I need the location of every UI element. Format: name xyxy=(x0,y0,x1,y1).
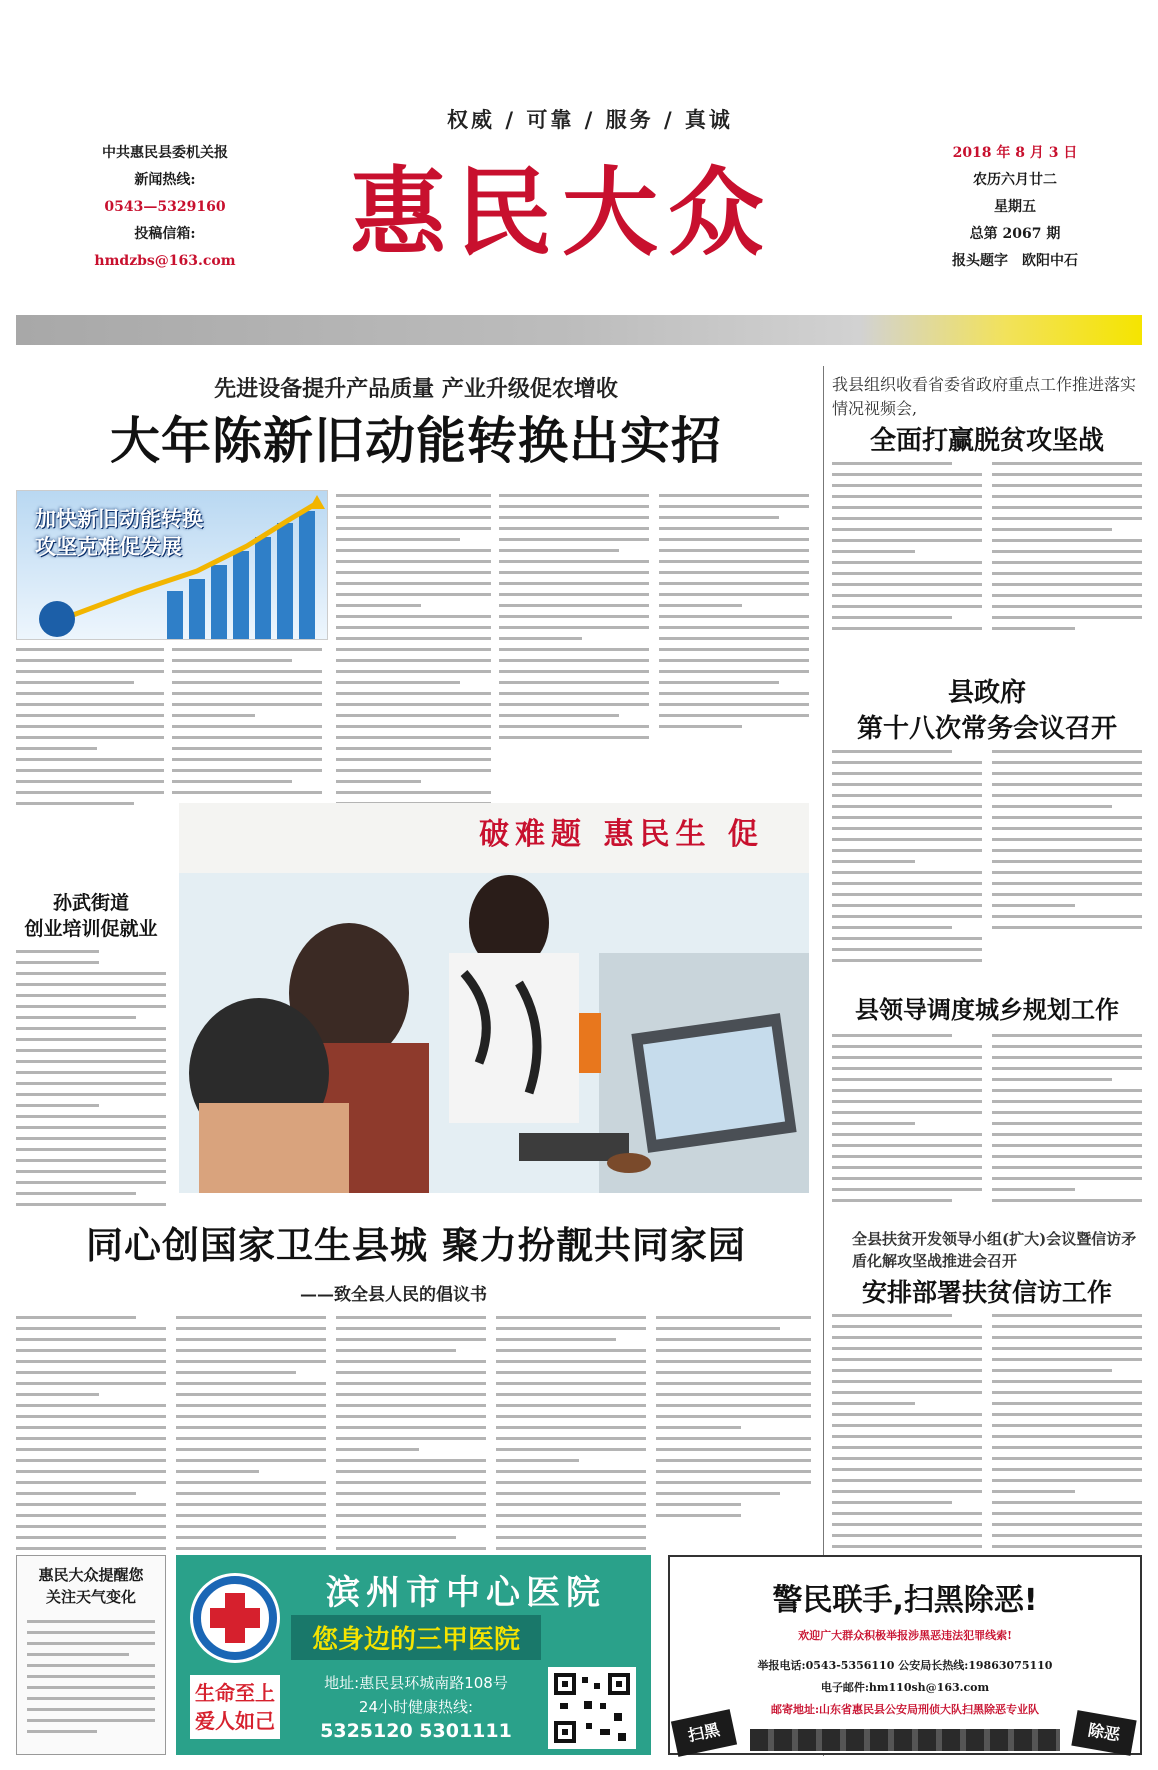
masthead-color-band xyxy=(16,315,1142,345)
hospital-address: 地址:惠民县环城南路108号 xyxy=(324,1674,508,1692)
hero-caption-line-1: 加快新旧动能转换 xyxy=(35,507,203,531)
lead-body-col-4 xyxy=(499,494,649,747)
right3-body-col-2 xyxy=(992,1034,1142,1210)
right1-headline[interactable]: 全面打赢脱贫攻坚战 xyxy=(869,426,1104,456)
badge-right: 除恶 xyxy=(1071,1710,1136,1756)
hotline-label: 新闻热线: xyxy=(134,172,196,188)
anti-crime-contacts xyxy=(680,1655,1130,1721)
masthead-slogan: 权威 / 可靠 / 服务 / 真诚 xyxy=(447,107,733,132)
hospital-contact xyxy=(291,1671,541,1743)
logo-text: 惠民大众 xyxy=(350,156,774,269)
lead-body-col-1 xyxy=(16,648,164,813)
hospital-hotline-label: 24小时健康热线: xyxy=(358,1698,474,1716)
hospital-slogan xyxy=(190,1675,280,1739)
hotline-number: 0543—5329160 xyxy=(104,199,226,215)
anti-crime-email[interactable]: 电子邮件:hm110sh@163.com xyxy=(820,1681,990,1694)
right2-headline-line-1: 县政府 xyxy=(947,678,1026,708)
proposal-body-col-1 xyxy=(16,1316,166,1558)
right1-body-col-1 xyxy=(832,462,982,638)
right4-kicker: 全县扶贫开发领导小组(扩大)会议暨信访矛盾化解攻坚战推进会召开 xyxy=(852,1230,1137,1270)
right2-headline[interactable] xyxy=(832,675,1142,747)
lunar-date: 农历六月廿二 xyxy=(973,172,1057,188)
weather-title-line-1: 惠民大众提醒您 xyxy=(38,1566,144,1584)
column-divider xyxy=(823,366,824,1756)
hospital-phones[interactable]: 5325120 5301111 xyxy=(320,1720,512,1742)
proposal-headline[interactable]: 同心创国家卫生县城 聚力扮靓共同家园 xyxy=(86,1223,746,1267)
mailbox-address[interactable]: hmdzbs@163.com xyxy=(94,253,236,269)
proposal-body-col-2 xyxy=(176,1316,326,1558)
anti-crime-ad[interactable] xyxy=(668,1555,1142,1755)
org-name: 中共惠民县委机关报 xyxy=(102,145,228,161)
weather-title xyxy=(27,1564,155,1608)
sunwu-headline-line-2: 创业培训促就业 xyxy=(24,918,158,940)
photo-banner-text: 破难题 惠民生 促 xyxy=(479,817,764,852)
anti-crime-address: 邮寄地址:山东省惠民县公安局刑侦大队扫黑除恶专业队 xyxy=(770,1703,1040,1716)
weekday: 星期五 xyxy=(994,199,1036,215)
lead-kicker: 先进设备提升产品质量 产业升级促农增收 xyxy=(214,376,618,402)
right3-body-col-1 xyxy=(832,1034,982,1210)
sunwu-body xyxy=(16,950,166,1214)
anti-crime-headline: 警民联手,扫黑除恶! xyxy=(772,1583,1038,1618)
hero-caption-line-2: 攻坚克难促发展 xyxy=(35,535,182,559)
hospital-tagline: 您身边的三甲医院 xyxy=(291,1615,541,1660)
fists-graphic xyxy=(750,1729,1060,1751)
lead-body-col-3 xyxy=(336,494,491,824)
right1-body-col-2 xyxy=(992,462,1142,638)
mailbox-label: 投稿信箱: xyxy=(134,226,196,242)
right2-body-col-1 xyxy=(832,750,982,970)
lead-headline[interactable]: 大年陈新旧动能转换出实招 xyxy=(110,412,722,470)
proposal-body-col-4 xyxy=(496,1316,646,1558)
right1-kicker: 我县组织收看省委省政府重点工作推进落实情况视频会, xyxy=(832,375,1137,418)
right2-body-col-2 xyxy=(992,750,1142,937)
hospital-logo-icon xyxy=(190,1573,280,1663)
lead-body-col-2 xyxy=(172,648,322,802)
masthead-left-info xyxy=(60,140,270,275)
masthead-right-info xyxy=(925,140,1105,275)
sunwu-headline[interactable] xyxy=(16,890,166,942)
weather-reminder-box xyxy=(16,1555,166,1755)
anti-crime-phones[interactable]: 举报电话:0543-5356110 公安局长热线:19863075110 xyxy=(757,1659,1053,1672)
hero-caption xyxy=(35,505,203,561)
training-photo-graphic xyxy=(179,803,809,1193)
hospital-slogan-line-1: 生命至上 xyxy=(195,1681,275,1705)
sunwu-headline-line-1: 孙武街道 xyxy=(52,892,129,914)
right2-headline-line-2: 第十八次常务会议召开 xyxy=(856,714,1117,744)
issue-number: 总第 2067 期 xyxy=(969,226,1061,242)
title-calligrapher: 报头题字 欧阳中石 xyxy=(952,253,1078,269)
badge-left: 扫黑 xyxy=(671,1709,737,1757)
newspaper-logo xyxy=(350,138,820,288)
proposal-body-col-5 xyxy=(656,1316,811,1525)
lead-body-col-5 xyxy=(659,494,809,736)
weather-title-line-2: 关注天气变化 xyxy=(45,1588,136,1606)
right4-headline[interactable]: 安排部署扶贫信访工作 xyxy=(861,1278,1112,1307)
lead-hero-image xyxy=(16,490,328,640)
hospital-name: 滨州市中心医院 xyxy=(326,1573,606,1613)
hospital-ad[interactable] xyxy=(176,1555,651,1755)
right4-body-col-1 xyxy=(832,1314,982,1567)
qr-code-icon[interactable] xyxy=(548,1667,636,1749)
anti-crime-welcome: 欢迎广大群众积极举报涉黑恶违法犯罪线索! xyxy=(798,1629,1012,1642)
hospital-slogan-line-2: 爱人如己 xyxy=(195,1709,275,1733)
right4-body-col-2 xyxy=(992,1314,1142,1567)
training-photo xyxy=(179,803,809,1193)
proposal-subhead: ——致全县人民的倡议书 xyxy=(300,1285,487,1305)
weather-body xyxy=(27,1620,155,1733)
proposal-body-col-3 xyxy=(336,1316,486,1558)
right3-headline[interactable]: 县领导调度城乡规划工作 xyxy=(855,995,1119,1024)
issue-date: 2018 年 8 月 3 日 xyxy=(952,145,1078,161)
